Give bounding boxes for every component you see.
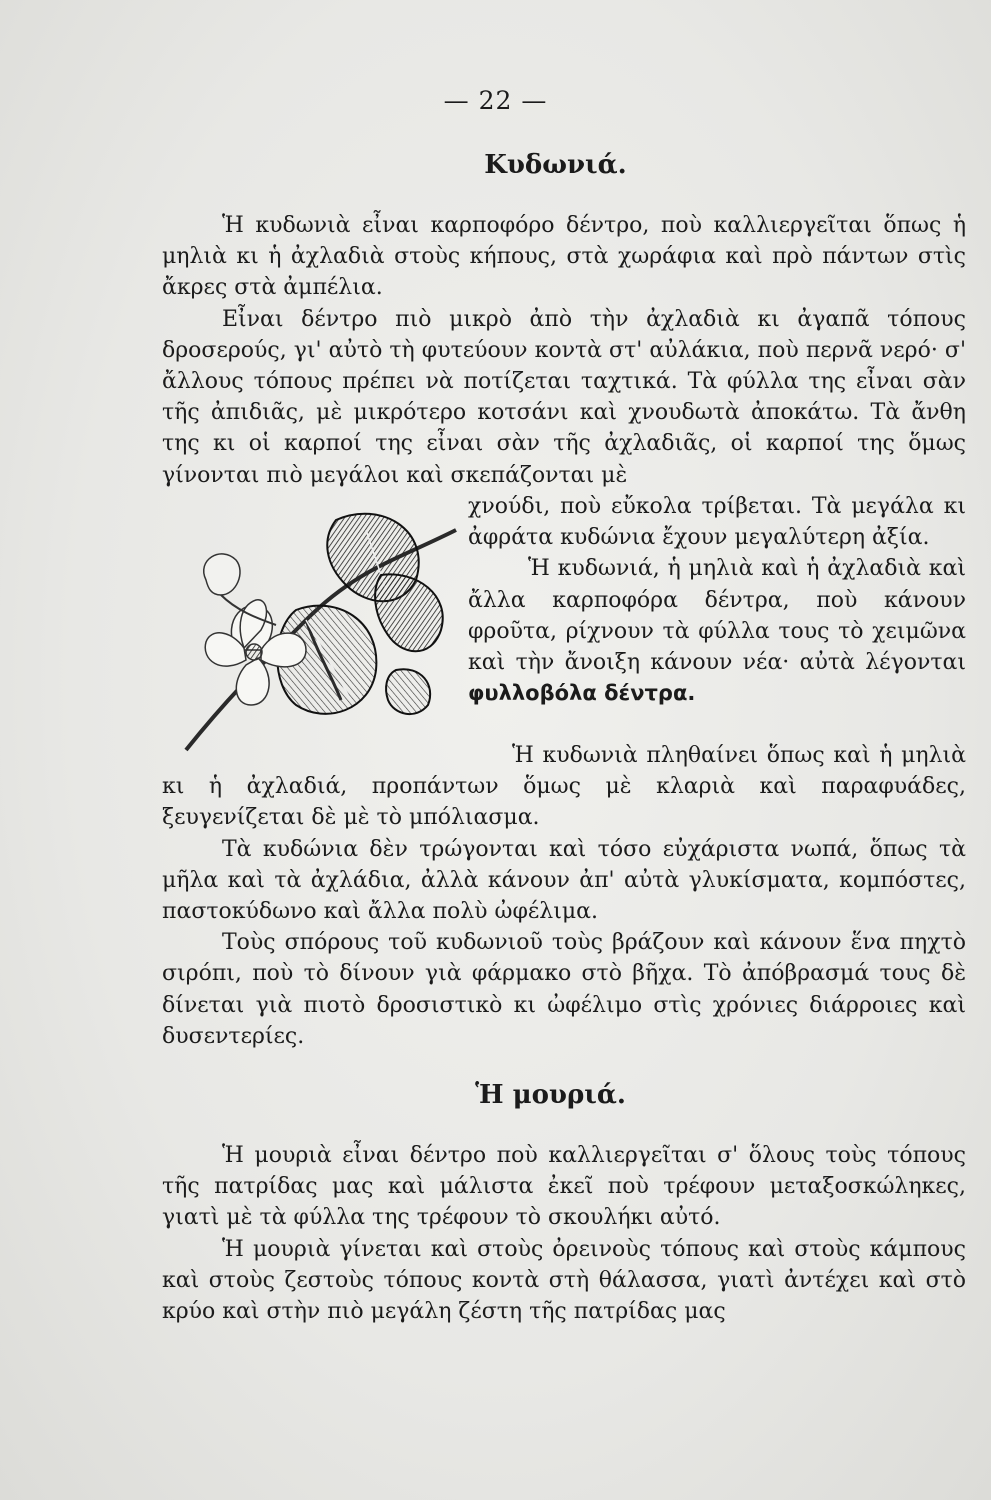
paragraph: Ἡ μουριὰ εἶναι δέντρο ποὺ καλλιεργεῖται σ' ὅλους τοὺς τόπους τῆς πατρίδας μας καὶ μάλιστα ἐκεῖ ποὺ τρέφουν μεταξοσκώληκες, γιατὶ μὲ τὰ φύλλα της τρέφουν τὸ σκουλήκι αὐτό. xyxy=(162,1143,966,1231)
quince-side-text xyxy=(468,491,966,709)
quince-intro-text xyxy=(162,210,966,491)
section-title-mulberry: Ἡ μουριά. xyxy=(475,1080,626,1110)
page-number: — 22 — xyxy=(443,86,548,115)
paragraph: Ἡ μουριὰ γίνεται καὶ στοὺς ὀρεινοὺς τόπους καὶ στοὺς κάμπους καὶ στοὺς ζεστοὺς τόπους κοντὰ στὴ θάλασσα, γιατὶ ἀντέχει καὶ στὸ κρύο καὶ στὴν πιὸ μεγάλη ζέστη τῆς πατρίδας μας xyxy=(162,1236,966,1325)
paragraph: Τὰ κυδώνια δὲν τρώγονται καὶ τόσο εὐχάριστα νωπά, ὅπως τὰ μῆλα καὶ τὰ ἀχλάδια, ἀλλὰ κάνουν ἀπ' αὐτὰ γλυκίσματα, κομπόστες, παστοκύδωνο καὶ ἄλλα πολὺ ὠφέλιμα. xyxy=(162,836,966,925)
deciduous-text: Ἡ κυδωνιά, ἡ μηλιὰ καὶ ἡ ἀχλαδιὰ καὶ ἄλλα καρποφόρα δέντρα, ποὺ κάνουν φροῦτα, ρίχνουν τὰ φύλλα τους τὸ χειμῶνα καὶ τὴν ἄνοιξη κάνουν νέα· αὐτὰ λέγονται xyxy=(468,556,966,676)
quince-flower-icon xyxy=(166,500,466,760)
paragraph: χνούδι, ποὺ εὔκολα τρίβεται. Τὰ μεγάλα κι ἀφράτα κυδώνια ἔχουν μεγαλύτερη ἀξία. xyxy=(468,494,966,551)
paragraph: Ἡ κυδωνιὰ εἶναι καρποφόρο δέντρο, ποὺ καλλιεργεῖται ὅπως ἡ μηλιὰ κι ἡ ἀχλαδιὰ στοὺς κήπους, στὰ χωράφια καὶ πρὸ πάντων στὶς ἄκρες στὰ ἀμπέλια. xyxy=(162,213,966,301)
quince-branch-illustration xyxy=(166,500,466,760)
mulberry-text xyxy=(162,1140,966,1327)
paragraph: Τοὺς σπόρους τοῦ κυδωνιοῦ τοὺς βράζουν καὶ κάνουν ἕνα πηχτὸ σιρόπι, ποὺ τὸ δίνουν γιὰ φάρμακο στὸ βῆχα. Τὸ ἀπόβρασμά τους δὲ δίνεται γιὰ πιοτὸ δροσιστικὸ κι ὠφέλιμο στὶς χρόνιες διάρροιες καὶ δυσεντερίες. xyxy=(162,930,966,1049)
deciduous-term: φυλλοβόλα δέντρα. xyxy=(468,681,696,706)
quince-continued-text xyxy=(162,740,966,1052)
paragraph: Εἶναι δέντρο πιὸ μικρὸ ἀπὸ τὴν ἀχλαδιὰ κι ἀγαπᾶ τόπους δροσερούς, γι' αὐτὸ τὴ φυτεύουν κοντὰ στ' αὐλάκια, ποὺ περνᾶ νερό· σ' ἄλλους τόπους πρέπει νὰ ποτίζεται ταχτικά. Τὰ φύλλα της εἶναι σὰν τῆς ἀπιδιᾶς, μὲ μικρότερο κοτσάνι καὶ χνουδωτὰ ἀποκάτω. Τὰ ἄνθη της κι οἱ καρποί της εἶναι σὰν τῆς ἀχλαδιᾶς, οἱ καρποί της ὅμως γίνονται πιὸ μεγάλοι καὶ σκεπάζονται μὲ xyxy=(162,306,966,488)
section-title-quince: Κυδωνιά. xyxy=(484,150,627,180)
paragraph xyxy=(468,553,966,709)
paragraph: Ἡ κυδωνιὰ πληθαίνει ὅπως καὶ ἡ μηλιὰ κι ἡ ἀχλαδιά, προπάντων ὅμως μὲ κλαριὰ καὶ παραφυάδες, ξευγενίζεται δὲ μὲ τὸ μπόλιασμα. xyxy=(162,743,966,831)
